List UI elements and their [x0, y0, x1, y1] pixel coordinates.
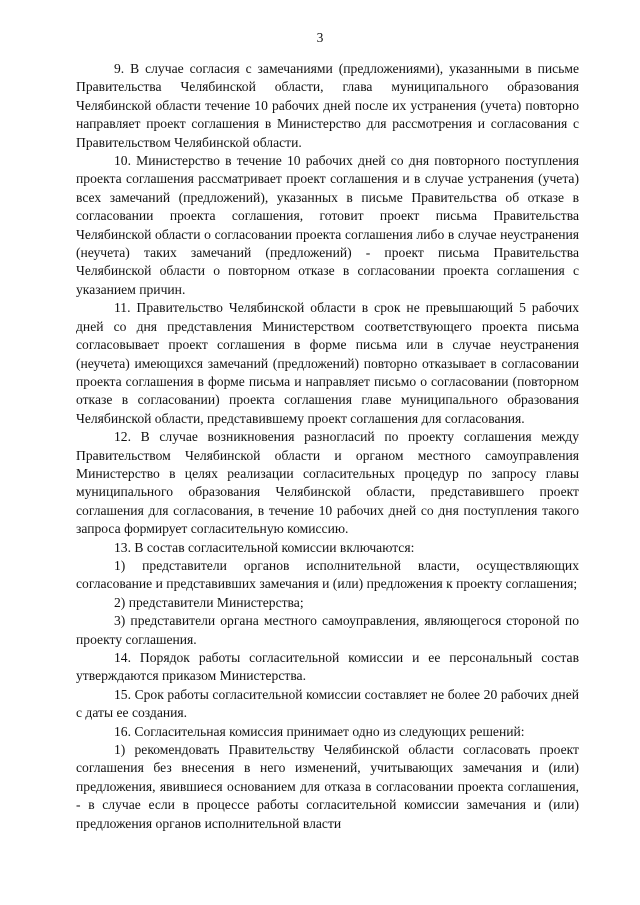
- list-item-13-3: 3) представители органа местного самоуправления, являющегося стороной по проекту соглашения.: [76, 613, 579, 647]
- page-number: 3: [316, 30, 324, 45]
- list-item-13-1: 1) представители органов исполнительной власти, осуществляющих согласование и представивших замечания и (или) предложения к проекту соглашения;: [76, 557, 579, 592]
- list-item-13-2: 2) представители Министерства;: [114, 594, 304, 610]
- paragraph-9: 9. В случае согласия с замечаниями (предложениями), указанными в письме Правительства Челябинской области, глава муниципального образования Челябинской области течение 10 рабочих дней после их устранения (учета) повторно направляет проект соглашения в Министерство для рассмотрения и согласования с Правительством Челябинской области.: [76, 61, 579, 150]
- paragraph-15: 15. Срок работы согласительной комиссии составляет не более 20 рабочих дней с даты ее создания.: [76, 686, 579, 721]
- paragraph-14: 14. Порядок работы согласительной комиссии и ее персональный состав утверждаются приказом Министерства.: [76, 650, 579, 684]
- paragraph-16: 16. Согласительная комиссия принимает одно из следующих решений:: [114, 723, 525, 739]
- paragraph-12: 12. В случае возникновения разногласий по проекту соглашения между Правительством Челябинской области и органом местного самоуправления Министерство в целях реализации согласительных процедур по запросу главы муниципального образования Челябинской области, представившего проект соглашения для согласования, в течение 10 рабочих дней со дня поступления такого запроса формирует согласительную комиссию.: [76, 429, 579, 537]
- paragraph-10: 10. Министерство в течение 10 рабочих дней со дня повторного поступления проекта соглашения рассматривает проект соглашения и в случае устранения (учета) всех замечаний (предложений), указанных в письме Правительства об отказе в согласовании проекта соглашения, готовит проект письма Правительства Челябинской области о согласовании проекта соглашения либо в случае неустранения (неучета) таких замечаний (предложений) - проект письма Правительства Челябинской области о повторном отказе в согласовании проекта соглашения с указанием причин.: [76, 153, 579, 297]
- document-body: [76, 60, 579, 833]
- paragraph-11: 11. Правительство Челябинской области в срок не превышающий 5 рабочих дней со дня представления Министерством соответствующего проекта письма согласовывает проект соглашения в форме письма или в случае неустранения (неучета) имеющихся замечаний (предложений) повторно отказывает в согласовании проекта соглашения в форме письма и направляет письмо о согласовании (повторном отказе в согласовании) проекта соглашения главе муниципального образования Челябинской области, представившему проект соглашения для согласования.: [76, 300, 579, 426]
- list-item-16-1: 1) рекомендовать Правительству Челябинской области согласовать проект соглашения без внесения в него изменений, учитывающих замечания и (или) предложения, явившиеся основанием для отказа в согласовании проекта соглашения, - в случае если в процессе работы согласительной комиссии замечания и (или) предложения органов исполнительной власти: [76, 742, 579, 831]
- paragraph-13: 13. В состав согласительной комиссии включаются:: [114, 539, 415, 555]
